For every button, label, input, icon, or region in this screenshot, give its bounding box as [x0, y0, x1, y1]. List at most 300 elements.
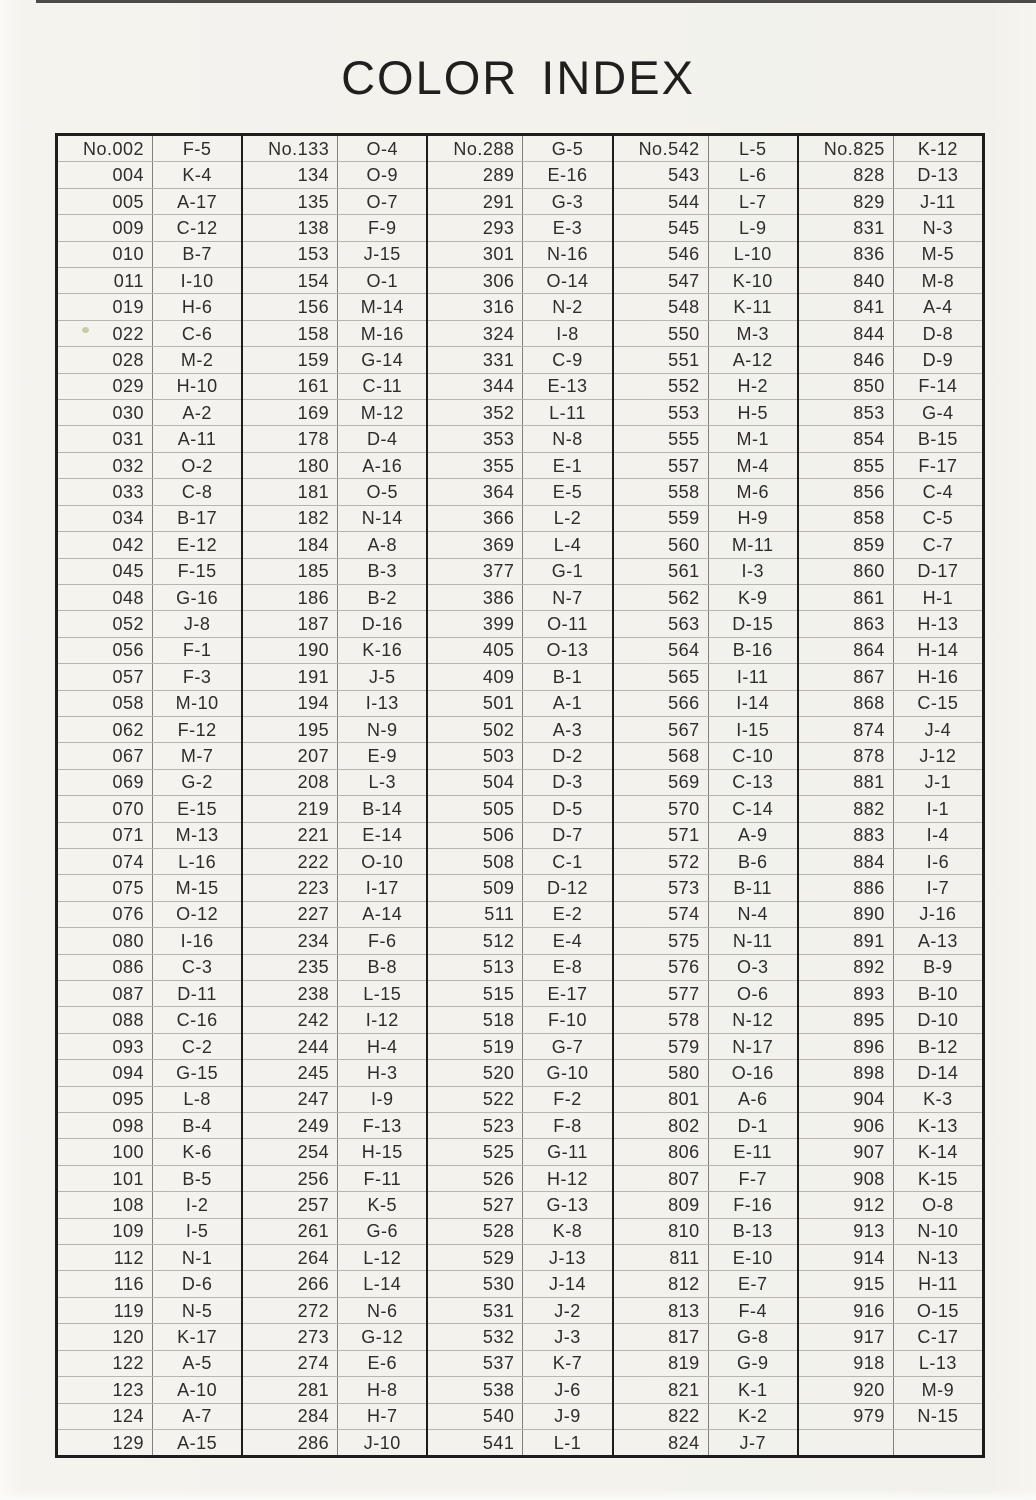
entry-number-cell: 860: [799, 559, 894, 584]
entry-number-cell: 912: [799, 1192, 894, 1217]
entry-code-cell: O-16: [731, 1062, 774, 1083]
entry-code-cell: J-5: [369, 666, 396, 687]
table-row: [243, 506, 426, 532]
entry-number-cell: 156: [243, 294, 338, 319]
entry-number-cell: 286: [243, 1430, 338, 1455]
entry-code-cell: J-15: [363, 244, 401, 265]
entry-code-cell: H-15: [361, 1142, 403, 1163]
entry-code-cell: B-7: [182, 244, 212, 265]
entry-number-cell: 005: [58, 189, 153, 214]
entry-code-cell: D-17: [917, 561, 959, 582]
table-row: [243, 585, 426, 611]
table-row: [58, 426, 241, 452]
entry-number-cell: 914: [799, 1245, 894, 1270]
entry-number-cell: 095: [58, 1087, 153, 1112]
entry-number-cell: 227: [243, 902, 338, 927]
entry-code-cell: M-7: [180, 746, 214, 767]
table-row: [614, 1034, 797, 1060]
table-row: [243, 1060, 426, 1086]
table-row: [799, 1298, 982, 1324]
entry-code-cell: O-10: [361, 851, 404, 872]
entry-number-cell: 553: [614, 400, 709, 425]
entry-code-cell: M-16: [360, 323, 404, 344]
entry-code-cell: N-9: [367, 719, 398, 740]
entry-code-cell: C-15: [917, 693, 959, 714]
table-row: [799, 875, 982, 901]
entry-code-cell: H-16: [917, 666, 959, 687]
entry-number-cell: 195: [243, 717, 338, 742]
table-row: [243, 1219, 426, 1245]
table-row: [799, 136, 982, 162]
table-row: [614, 532, 797, 558]
entry-code-cell: M-9: [921, 1379, 955, 1400]
table-row: [243, 162, 426, 188]
table-row: [243, 743, 426, 769]
entry-number-cell: 094: [58, 1060, 153, 1085]
table-row: [428, 1139, 611, 1165]
entry-number-cell: 529: [428, 1245, 523, 1270]
table-row: [799, 1271, 982, 1297]
table-row: [428, 1351, 611, 1377]
table-row: [614, 506, 797, 532]
table-row: [614, 162, 797, 188]
entry-code-cell: E-7: [737, 1274, 768, 1295]
entry-code-cell: M-5: [921, 244, 955, 265]
entry-number-cell: 355: [428, 453, 523, 478]
entry-number-cell: 098: [58, 1113, 153, 1138]
entry-number-cell: 293: [428, 215, 523, 240]
entry-code-cell: G-1: [551, 561, 584, 582]
entry-code-cell: A-15: [177, 1432, 218, 1453]
entry-code-cell: F-6: [368, 930, 397, 951]
entry-code-cell: F-17: [918, 455, 958, 476]
table-row: [428, 479, 611, 505]
entry-number-cell: 030: [58, 400, 153, 425]
table-row: [614, 823, 797, 849]
table-row: [58, 1404, 241, 1430]
entry-number-cell: 915: [799, 1271, 894, 1296]
table-row: [428, 1087, 611, 1113]
entry-number-cell: 846: [799, 347, 894, 372]
entry-number-cell: 809: [614, 1192, 709, 1217]
entry-number-cell: 853: [799, 400, 894, 425]
entry-code-cell: A-2: [182, 402, 212, 423]
entry-code-cell: H-8: [367, 1379, 398, 1400]
entry-code-cell: D-10: [917, 1010, 959, 1031]
entry-number-cell: 567: [614, 717, 709, 742]
entry-number-cell: 545: [614, 215, 709, 240]
table-row: [243, 902, 426, 928]
entry-code-cell: H-9: [737, 508, 768, 529]
entry-number-cell: 561: [614, 559, 709, 584]
entry-number-cell: 558: [614, 479, 709, 504]
column-group-3: [426, 136, 611, 1455]
entry-code-cell: A-13: [917, 930, 958, 951]
entry-number-cell: No.002: [58, 136, 153, 161]
table-row: [614, 902, 797, 928]
table-row: [243, 1139, 426, 1165]
table-row: [58, 875, 241, 901]
table-row: [58, 374, 241, 400]
table-row: [428, 453, 611, 479]
table-row: [614, 1298, 797, 1324]
table-row: [243, 1324, 426, 1350]
entry-code-cell: K-1: [737, 1379, 768, 1400]
entry-code-cell: D-14: [917, 1062, 959, 1083]
entry-number-cell: 291: [428, 189, 523, 214]
entry-number-cell: 071: [58, 823, 153, 848]
entry-code-cell: I-13: [365, 693, 399, 714]
entry-code-cell: H-13: [917, 614, 959, 635]
column-group-1: [58, 136, 241, 1455]
table-row: [428, 1271, 611, 1297]
table-row: [614, 1007, 797, 1033]
entry-number-cell: 577: [614, 981, 709, 1006]
entry-code-cell: B-2: [367, 587, 398, 608]
entry-code-cell: M-2: [180, 349, 214, 370]
table-row: [428, 1007, 611, 1033]
table-row: [58, 1007, 241, 1033]
entry-number-cell: 377: [428, 559, 523, 584]
entry-code-cell: H-2: [737, 376, 768, 397]
entry-number-cell: 511: [428, 902, 523, 927]
table-row: [428, 242, 611, 268]
table-row: [243, 928, 426, 954]
entry-number-cell: 331: [428, 347, 523, 372]
entry-number-cell: 306: [428, 268, 523, 293]
table-row: [614, 1271, 797, 1297]
entry-code-cell: M-10: [175, 693, 219, 714]
table-row: [58, 849, 241, 875]
entry-number-cell: 502: [428, 717, 523, 742]
entry-number-cell: 185: [243, 559, 338, 584]
table-row: [428, 1060, 611, 1086]
table-row: [428, 1192, 611, 1218]
table-row: [243, 479, 426, 505]
entry-number-cell: 811: [614, 1245, 709, 1270]
entry-code-cell: G-12: [361, 1326, 404, 1347]
table-row: [58, 743, 241, 769]
table-row: [799, 294, 982, 320]
entry-number-cell: 547: [614, 268, 709, 293]
color-index-table: [55, 133, 985, 1458]
table-row: [243, 981, 426, 1007]
table-row: [428, 1113, 611, 1139]
entry-number-cell: 579: [614, 1034, 709, 1059]
table-row: [614, 1404, 797, 1430]
table-row: [58, 268, 241, 294]
table-row: [58, 928, 241, 954]
table-row: [799, 426, 982, 452]
table-row: [58, 400, 241, 426]
entry-code-cell: I-14: [736, 693, 770, 714]
table-row: [799, 981, 982, 1007]
table-row: [58, 189, 241, 215]
entry-number-cell: 186: [243, 585, 338, 610]
table-row: [614, 1430, 797, 1455]
entry-number-cell: 153: [243, 242, 338, 267]
entry-number-cell: 881: [799, 770, 894, 795]
entry-code-cell: K-14: [917, 1142, 958, 1163]
table-row: [614, 1351, 797, 1377]
entry-number-cell: 822: [614, 1404, 709, 1429]
table-row: [58, 136, 241, 162]
table-row: [58, 981, 241, 1007]
entry-code-cell: J-13: [549, 1247, 587, 1268]
entry-code-cell: L-8: [183, 1089, 211, 1110]
entry-number-cell: 316: [428, 294, 523, 319]
entry-number-cell: 836: [799, 242, 894, 267]
table-row: [58, 823, 241, 849]
entry-number-cell: 123: [58, 1377, 153, 1402]
entry-code-cell: C-10: [732, 746, 774, 767]
entry-code-cell: O-1: [366, 270, 399, 291]
table-row: [614, 426, 797, 452]
table-row: [799, 1007, 982, 1033]
entry-code-cell: J-4: [924, 719, 952, 740]
entry-number-cell: 254: [243, 1139, 338, 1164]
entry-code-cell: A-6: [737, 1089, 768, 1110]
table-row: [428, 374, 611, 400]
entry-number-cell: 010: [58, 242, 153, 267]
entry-code-cell: A-16: [362, 455, 403, 476]
entry-code-cell: K-12: [917, 138, 958, 159]
column-group-2: [241, 136, 426, 1455]
entry-code-cell: E-15: [177, 798, 218, 819]
table-row: [799, 743, 982, 769]
entry-number-cell: 546: [614, 242, 709, 267]
entry-code-cell: C-2: [181, 1036, 213, 1057]
entry-number-cell: 526: [428, 1166, 523, 1191]
table-row: [243, 321, 426, 347]
entry-code-cell: M-15: [175, 878, 219, 899]
entry-code-cell: O-13: [546, 640, 589, 661]
entry-code-cell: L-9: [738, 217, 767, 238]
table-row: [58, 532, 241, 558]
table-row: [243, 611, 426, 637]
entry-code-cell: K-6: [182, 1142, 212, 1163]
entry-number-cell: 801: [614, 1087, 709, 1112]
entry-number-cell: 087: [58, 981, 153, 1006]
entry-number-cell: 222: [243, 849, 338, 874]
entry-number-cell: 076: [58, 902, 153, 927]
entry-code-cell: L-4: [553, 534, 582, 555]
table-row: [243, 691, 426, 717]
entry-code-cell: I-7: [926, 878, 950, 899]
entry-code-cell: G-6: [366, 1221, 399, 1242]
entry-code-cell: E-12: [177, 534, 218, 555]
table-row: [799, 717, 982, 743]
entry-code-cell: E-3: [552, 217, 583, 238]
entry-number-cell: 562: [614, 585, 709, 610]
table-row: [428, 1377, 611, 1403]
table-row: [614, 268, 797, 294]
entry-number-cell: 513: [428, 955, 523, 980]
entry-number-cell: 122: [58, 1351, 153, 1376]
table-row: [614, 453, 797, 479]
table-row: [428, 902, 611, 928]
table-row: [614, 1245, 797, 1271]
entry-code-cell: C-13: [732, 772, 774, 793]
table-row: [428, 1219, 611, 1245]
entry-code-cell: N-13: [917, 1247, 959, 1268]
entry-code-cell: I-12: [365, 1010, 399, 1031]
entry-code-cell: B-15: [917, 429, 958, 450]
entry-code-cell: I-15: [736, 719, 770, 740]
entry-number-cell: 134: [243, 162, 338, 187]
table-row: [58, 1034, 241, 1060]
entry-number-cell: 828: [799, 162, 894, 187]
entry-number-cell: 191: [243, 664, 338, 689]
entry-code-cell: K-10: [732, 270, 773, 291]
entry-code-cell: M-14: [360, 297, 404, 318]
entry-code-cell: M-13: [175, 825, 219, 846]
table-row: [58, 506, 241, 532]
entry-code-cell: A-5: [182, 1353, 212, 1374]
entry-number-cell: 100: [58, 1139, 153, 1164]
entry-code-cell: H-6: [181, 297, 213, 318]
entry-code-cell: J-1: [924, 772, 952, 793]
table-row: [799, 691, 982, 717]
entry-number-cell: 891: [799, 928, 894, 953]
entry-code-cell: E-16: [547, 165, 588, 186]
entry-code-cell: J-3: [554, 1326, 581, 1347]
table-row: [58, 902, 241, 928]
table-row: [243, 1034, 426, 1060]
entry-code-cell: F-4: [738, 1300, 767, 1321]
table-row: [428, 426, 611, 452]
table-row: [428, 1430, 611, 1455]
entry-number-cell: 570: [614, 796, 709, 821]
entry-number-cell: 169: [243, 400, 338, 425]
entry-number-cell: 868: [799, 691, 894, 716]
entry-code-cell: K-8: [552, 1221, 583, 1242]
entry-code-cell: L-7: [738, 191, 767, 212]
entry-number-cell: 234: [243, 928, 338, 953]
entry-number-cell: 807: [614, 1166, 709, 1191]
entry-number-cell: 538: [428, 1377, 523, 1402]
table-row: [428, 294, 611, 320]
entry-number-cell: 528: [428, 1219, 523, 1244]
entry-code-cell: G-11: [547, 1142, 588, 1163]
entry-number-cell: 352: [428, 400, 523, 425]
entry-number-cell: 918: [799, 1351, 894, 1376]
entry-number-cell: 917: [799, 1324, 894, 1349]
entry-number-cell: 531: [428, 1298, 523, 1323]
entry-number-cell: 863: [799, 611, 894, 636]
entry-code-cell: B-6: [737, 851, 768, 872]
entry-number-cell: 011: [58, 268, 153, 293]
entry-code-cell: H-12: [547, 1168, 589, 1189]
entry-number-cell: 109: [58, 1219, 153, 1244]
entry-code-cell: N-10: [917, 1221, 959, 1242]
table-row: [799, 1060, 982, 1086]
table-row: [58, 1271, 241, 1297]
entry-code-cell: F-12: [177, 719, 217, 740]
table-row: [799, 664, 982, 690]
entry-code-cell: J-10: [363, 1432, 401, 1453]
table-row: [428, 1166, 611, 1192]
entry-number-cell: 138: [243, 215, 338, 240]
entry-code-cell: O-2: [181, 455, 213, 476]
entry-number-cell: 266: [243, 1271, 338, 1296]
table-row: [58, 1192, 241, 1218]
table-row: [799, 1245, 982, 1271]
entry-code-cell: O-8: [922, 1194, 954, 1215]
entry-number-cell: 223: [243, 875, 338, 900]
table-row: [799, 374, 982, 400]
table-row: [243, 717, 426, 743]
entry-number-cell: 119: [58, 1298, 153, 1323]
entry-number-cell: 550: [614, 321, 709, 346]
entry-number-cell: 029: [58, 374, 153, 399]
entry-number-cell: 512: [428, 928, 523, 953]
table-row: [243, 1298, 426, 1324]
table-row: [614, 796, 797, 822]
table-row: [614, 400, 797, 426]
entry-number-cell: 555: [614, 426, 709, 451]
table-row: [799, 268, 982, 294]
entry-number-cell: 086: [58, 955, 153, 980]
entry-code-cell: D-7: [552, 825, 583, 846]
table-row: [614, 717, 797, 743]
entry-number-cell: 181: [243, 479, 338, 504]
table-row: [799, 796, 982, 822]
entry-code-cell: J-14: [549, 1274, 587, 1295]
entry-code-cell: M-4: [736, 455, 769, 476]
entry-code-cell: E-8: [552, 957, 583, 978]
entry-code-cell: C-4: [922, 481, 954, 502]
entry-number-cell: 344: [428, 374, 523, 399]
entry-number-cell: 515: [428, 981, 523, 1006]
entry-number-cell: 009: [58, 215, 153, 240]
entry-code-cell: B-5: [182, 1168, 212, 1189]
entry-number-cell: 369: [428, 532, 523, 557]
entry-number-cell: 256: [243, 1166, 338, 1191]
table-row: [799, 928, 982, 954]
entry-number-cell: 182: [243, 506, 338, 531]
entry-code-cell: B-13: [732, 1221, 773, 1242]
table-row: [614, 1324, 797, 1350]
entry-code-cell: N-15: [917, 1406, 959, 1427]
entry-number-cell: 031: [58, 426, 153, 451]
table-row: [243, 1166, 426, 1192]
entry-number-cell: 824: [614, 1430, 709, 1455]
entry-code-cell: J-6: [554, 1379, 581, 1400]
entry-number-cell: 855: [799, 453, 894, 478]
entry-number-cell: 042: [58, 532, 153, 557]
entry-number-cell: 219: [243, 796, 338, 821]
table-row: [243, 664, 426, 690]
entry-number-cell: No.542: [614, 136, 709, 161]
table-row: [614, 136, 797, 162]
table-row: [243, 559, 426, 585]
entry-code-cell: G-13: [546, 1194, 589, 1215]
entry-number-cell: [799, 1430, 894, 1455]
entry-number-cell: 108: [58, 1192, 153, 1217]
table-row: [614, 849, 797, 875]
entry-number-cell: 056: [58, 638, 153, 663]
table-row: [799, 770, 982, 796]
entry-number-cell: 854: [799, 426, 894, 451]
entry-number-cell: 906: [799, 1113, 894, 1138]
entry-number-cell: 557: [614, 453, 709, 478]
entry-number-cell: 573: [614, 875, 709, 900]
entry-code-cell: N-16: [547, 244, 589, 265]
entry-number-cell: 895: [799, 1007, 894, 1032]
entry-code-cell: E-11: [733, 1142, 773, 1163]
table-row: [58, 1430, 241, 1455]
